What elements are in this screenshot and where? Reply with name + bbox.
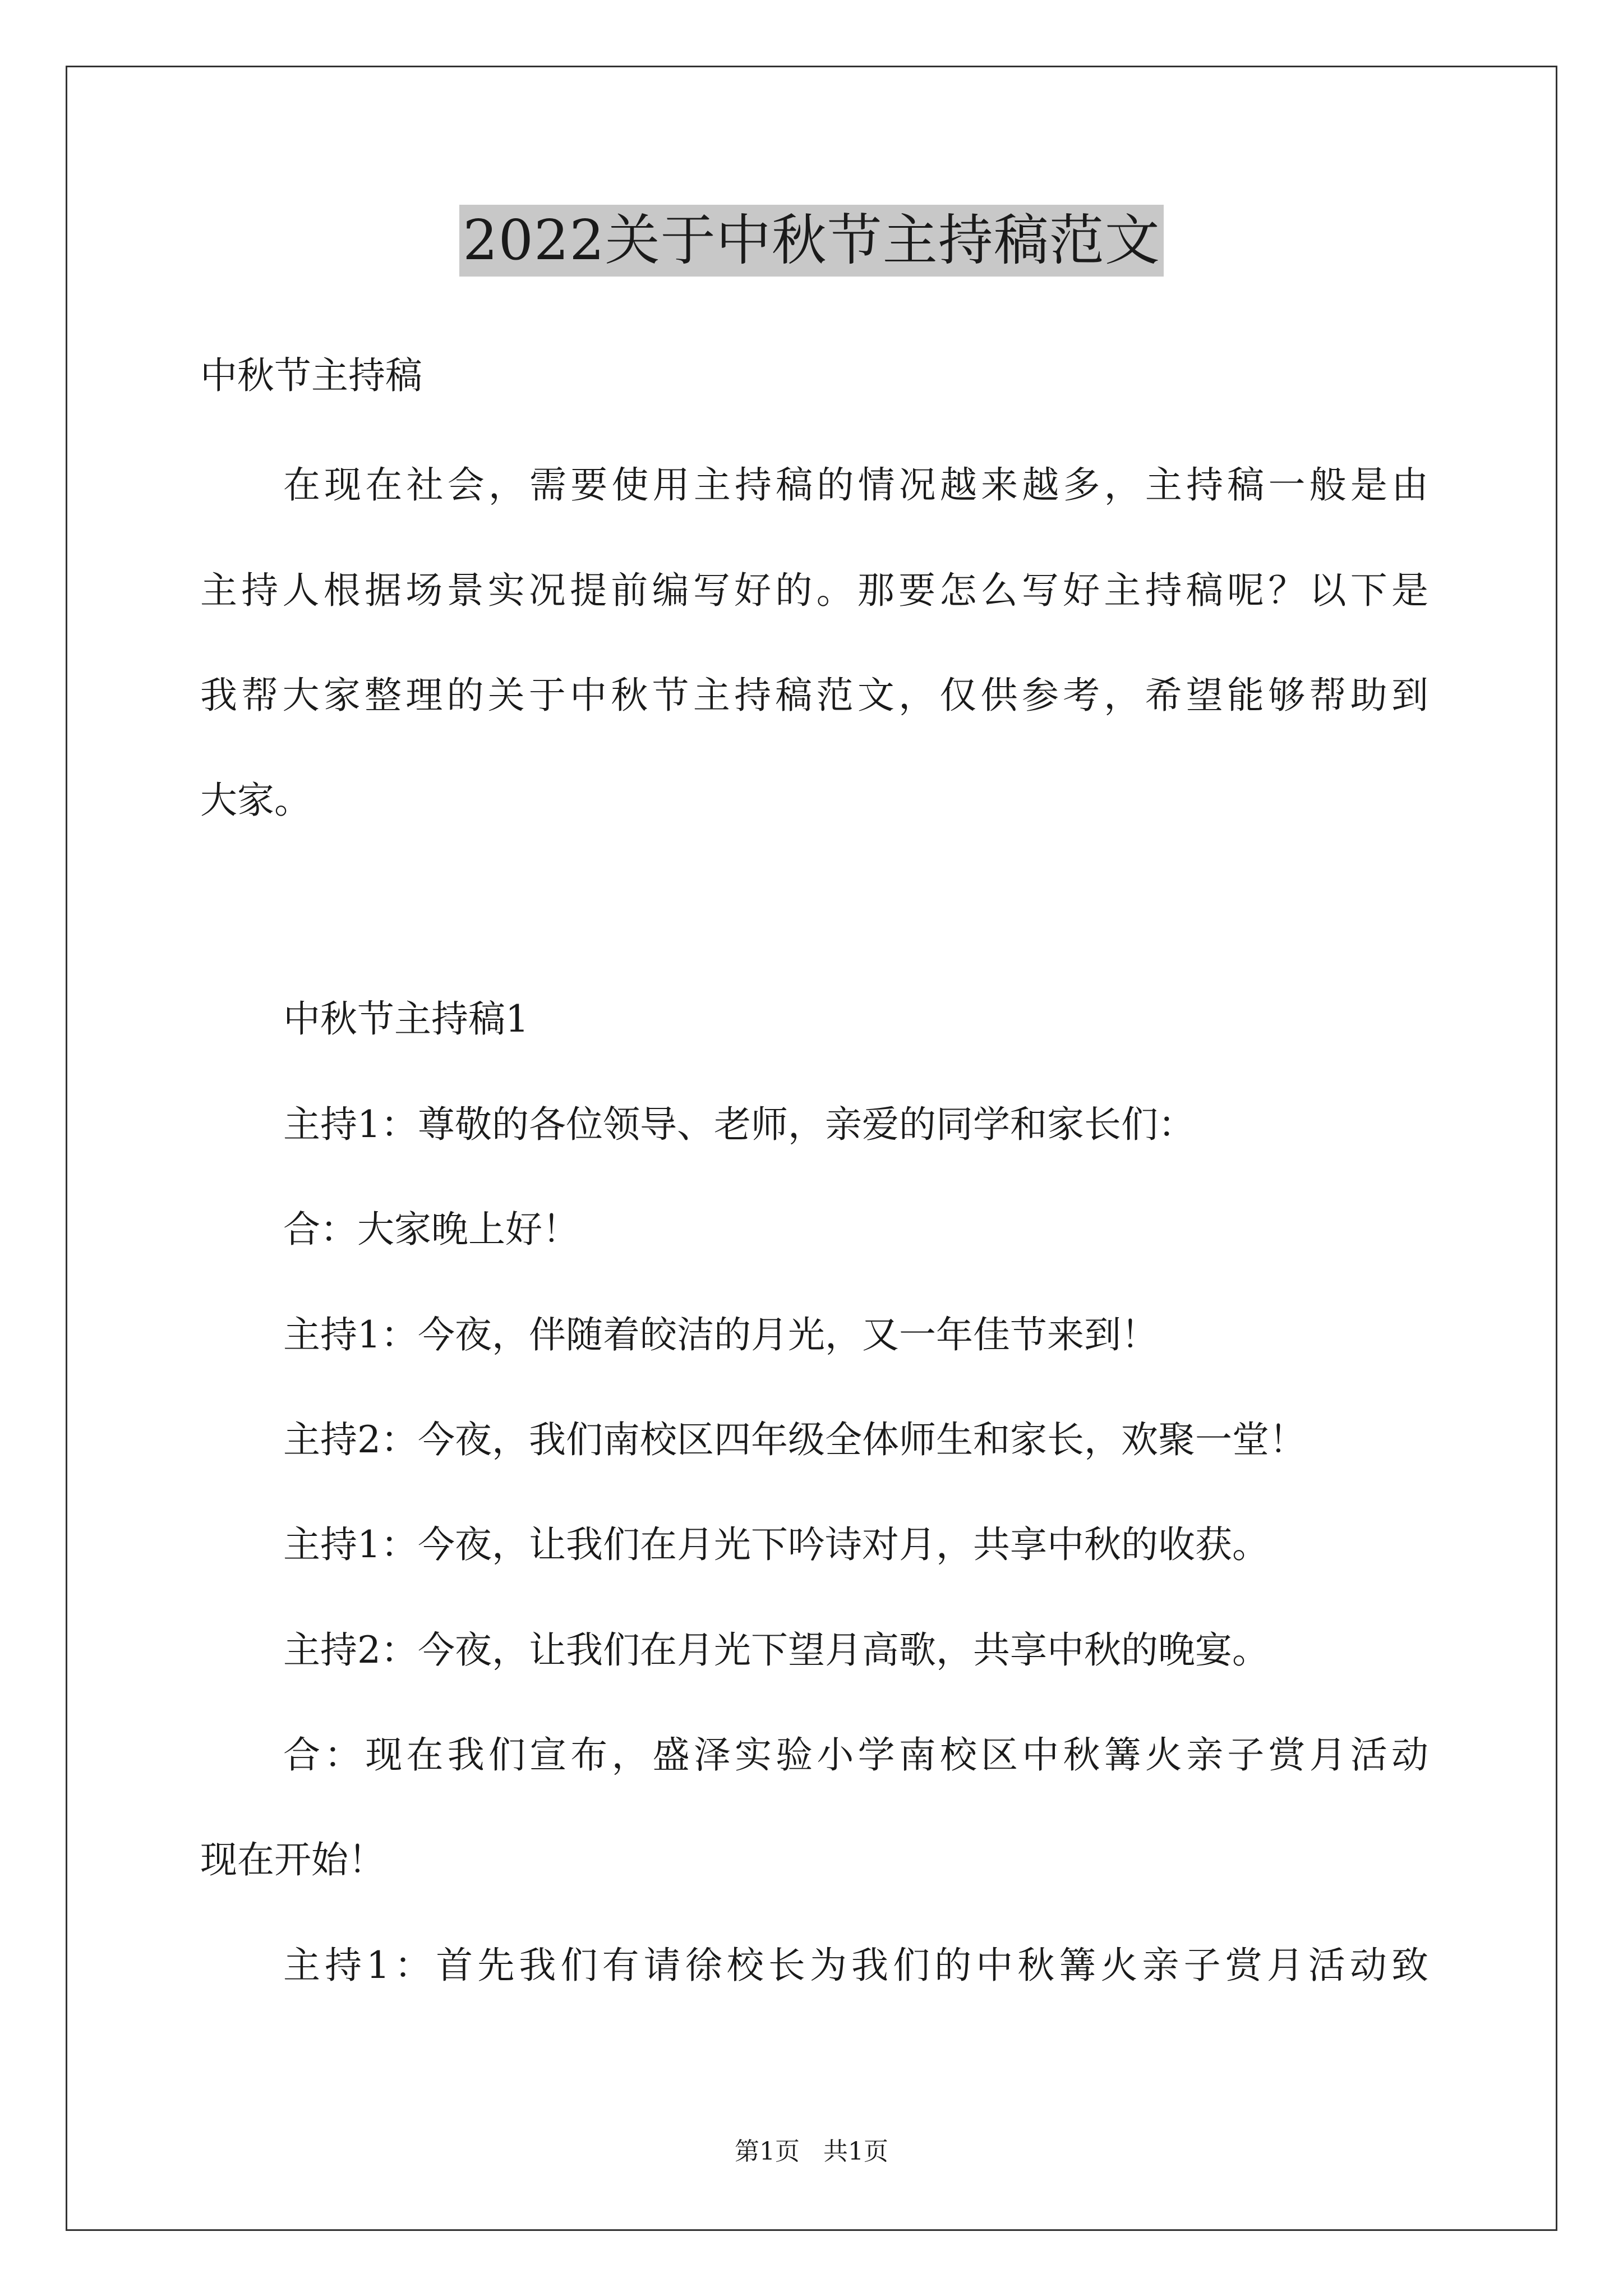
page-footer: 第1页 共1页 xyxy=(735,2137,888,2166)
section-heading: 中秋节主持稿 xyxy=(200,354,422,397)
dialogue-line: 主持2：今夜，我们南校区四年级全体师生和家长，欢聚一堂！ xyxy=(283,1418,1306,1461)
dialogue-line: 合：大家晚上好！ xyxy=(283,1208,579,1251)
dialogue-line-last: 主持1：首先我们有请徐校长为我们的中秋篝火亲子赏月活动致 xyxy=(283,1944,1428,1987)
document-title-block xyxy=(0,205,1623,278)
document-title: 2022关于中秋节主持稿范文 xyxy=(459,205,1163,277)
intro-line-1: 在现在社会，需要使用主持稿的情况越来越多，主持稿一般是由 xyxy=(283,463,1428,507)
intro-line-3: 我帮大家整理的关于中秋节主持稿范文，仅供参考，希望能够帮助到 xyxy=(200,674,1428,717)
dialogue-line: 主持1：尊敬的各位领导、老师，亲爱的同学和家长们： xyxy=(283,1103,1195,1146)
article-heading: 中秋节主持稿1 xyxy=(283,997,529,1041)
announce-line-1: 合：现在我们宣布，盛泽实验小学南校区中秋篝火亲子赏月活动 xyxy=(283,1733,1428,1777)
dialogue-line: 主持1：今夜，让我们在月光下吟诗对月，共享中秋的收获。 xyxy=(283,1523,1269,1566)
dialogue-line: 主持1：今夜，伴随着皎洁的月光，又一年佳节来到！ xyxy=(283,1313,1158,1356)
announce-line-2: 现在开始！ xyxy=(200,1838,385,1881)
dialogue-line: 主持2：今夜，让我们在月光下望月高歌，共享中秋的晚宴。 xyxy=(283,1628,1269,1672)
intro-line-4: 大家。 xyxy=(200,779,311,822)
intro-line-2: 主持人根据场景实况提前编写好的。那要怎么写好主持稿呢？以下是 xyxy=(200,569,1428,612)
